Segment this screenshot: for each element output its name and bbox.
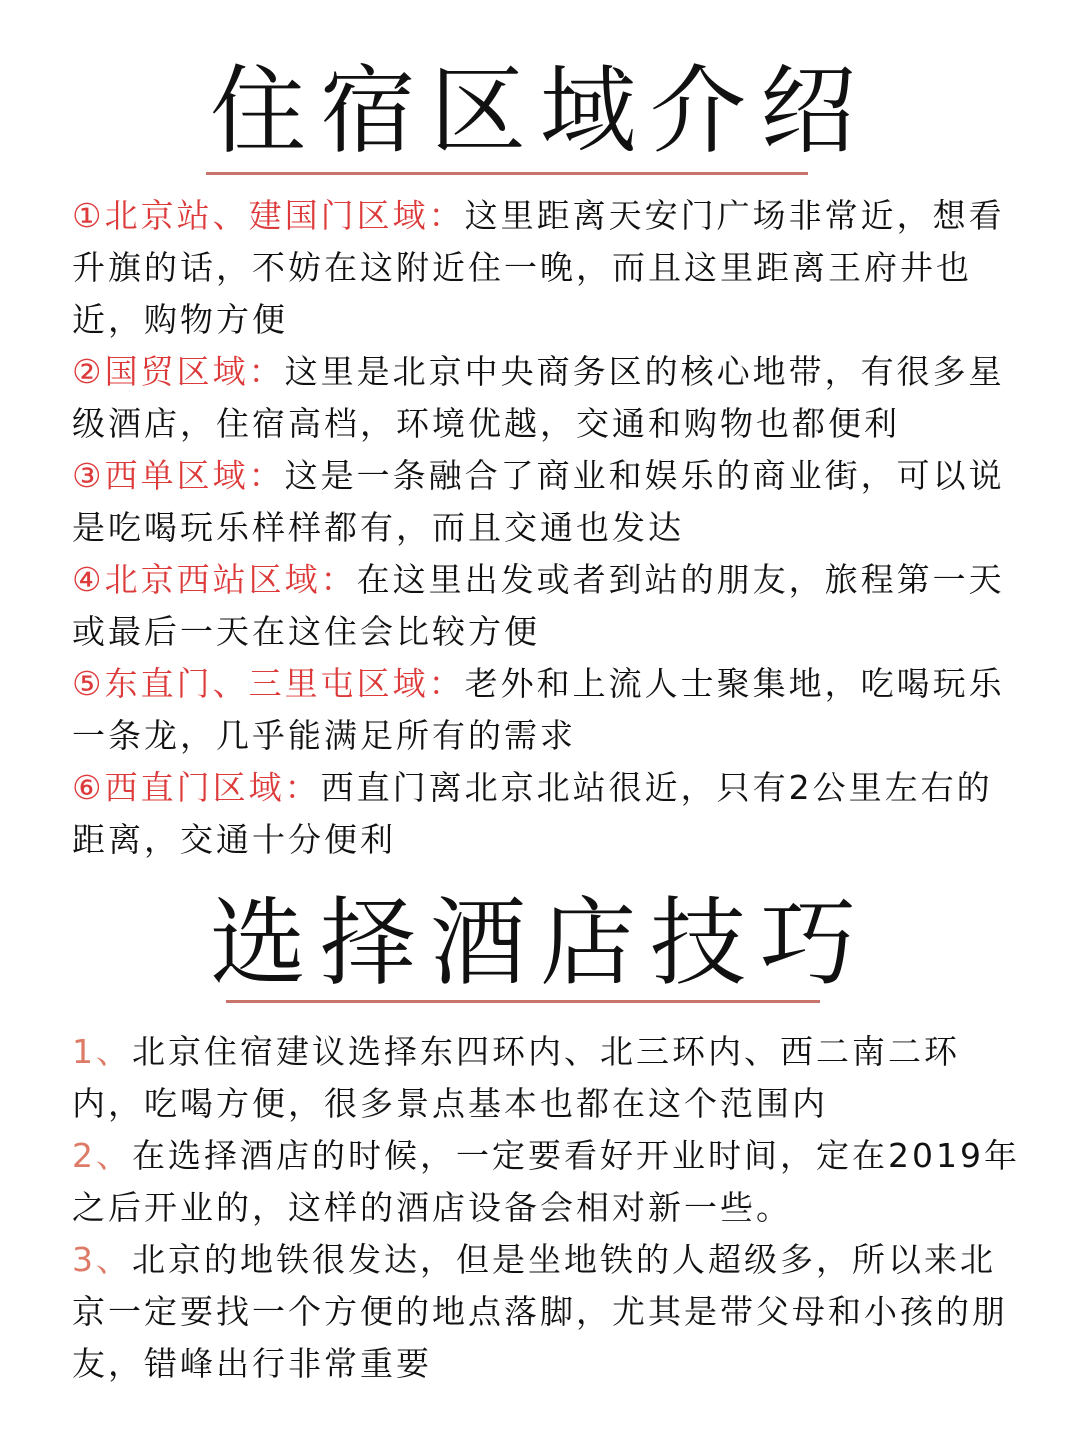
area-entry-xizhimen <box>72 762 1022 866</box>
tip-text: 北京住宿建议选择东四环内、北三环内、西二南二环内，吃喝方便，很多景点基本也都在这个范围内 <box>72 1032 960 1123</box>
tip-item <box>72 1234 1022 1390</box>
area-heading: ①北京站、建国门区域： <box>72 196 465 235</box>
tips-list <box>72 1026 1022 1390</box>
tip-item <box>72 1130 1022 1234</box>
area-heading: ⑥西直门区域： <box>72 768 321 807</box>
title-underline <box>206 172 808 175</box>
area-entry-beijing-station <box>72 190 1022 346</box>
tip-item <box>72 1026 1022 1130</box>
area-entry-guomao <box>72 346 1022 450</box>
tip-number: 2、 <box>72 1136 132 1175</box>
area-entry-dongzhimen-sanlitun <box>72 658 1022 762</box>
section-title-accommodation-areas: 住宿区域介绍 <box>210 55 870 167</box>
area-heading: ②国贸区域： <box>72 352 285 391</box>
area-description: 这里距离天安门广场非常近，想看升旗的话，不妨在这附近住一晚，而且这里距离王府井也近，购物方便 <box>72 196 1005 339</box>
area-description: 这是一条融合了商业和娱乐的商业街，可以说是吃喝玩乐样样都有，而且交通也发达 <box>72 456 1005 547</box>
area-heading: ③西单区域： <box>72 456 285 495</box>
tip-number: 1、 <box>72 1032 132 1071</box>
area-entry-xidan <box>72 450 1022 554</box>
area-entry-beijing-west <box>72 554 1022 658</box>
tip-text: 北京的地铁很发达，但是坐地铁的人超级多，所以来北京一定要找一个方便的地点落脚，尤其是带父母和小孩的朋友，错峰出行非常重要 <box>72 1240 1008 1383</box>
area-description: 在这里出发或者到站的朋友，旅程第一天或最后一天在这住会比较方便 <box>72 560 1005 651</box>
area-list <box>72 190 1022 866</box>
area-description: 老外和上流人士聚集地，吃喝玩乐一条龙，几乎能满足所有的需求 <box>72 664 1005 755</box>
tip-text: 在选择酒店的时候，一定要看好开业时间，定在2019年之后开业的，这样的酒店设备会相对新一些。 <box>72 1136 1020 1227</box>
area-description: 西直门离北京北站很近，只有2公里左右的距离，交通十分便利 <box>72 768 993 859</box>
area-heading: ⑤东直门、三里屯区域： <box>72 664 465 703</box>
area-heading: ④北京西站区域： <box>72 560 357 599</box>
title-underline <box>226 1000 820 1003</box>
section-title-hotel-tips: 选择酒店技巧 <box>210 887 870 999</box>
tip-number: 3、 <box>72 1240 132 1279</box>
area-description: 这里是北京中央商务区的核心地带，有很多星级酒店，住宿高档，环境优越，交通和购物也都便利 <box>72 352 1005 443</box>
